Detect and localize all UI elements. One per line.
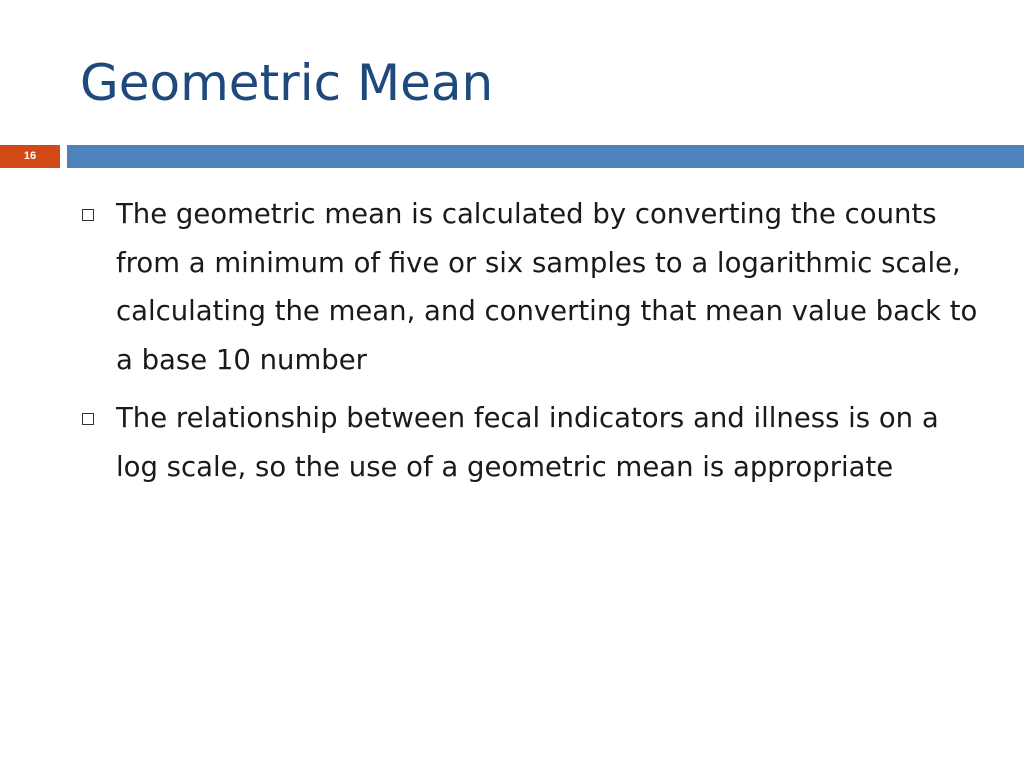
title-divider-bar [67,145,1024,168]
bullet-item [80,394,980,491]
bullet-item [80,190,980,384]
square-bullet-icon [82,209,94,221]
square-bullet-icon [82,413,94,425]
slide-title: Geometric Mean [80,54,494,112]
slide-number-badge: 16 [0,145,60,168]
bullet-text: The relationship between fecal indicators and illness is on a log scale, so the use of a geometric mean is appropriate [116,402,939,483]
bullet-text: The geometric mean is calculated by converting the counts from a minimum of five or six samples to a logarithmic scale, calculating the mean, and converting that mean value back to a base 10 number [116,198,978,376]
bullet-list [80,190,980,501]
